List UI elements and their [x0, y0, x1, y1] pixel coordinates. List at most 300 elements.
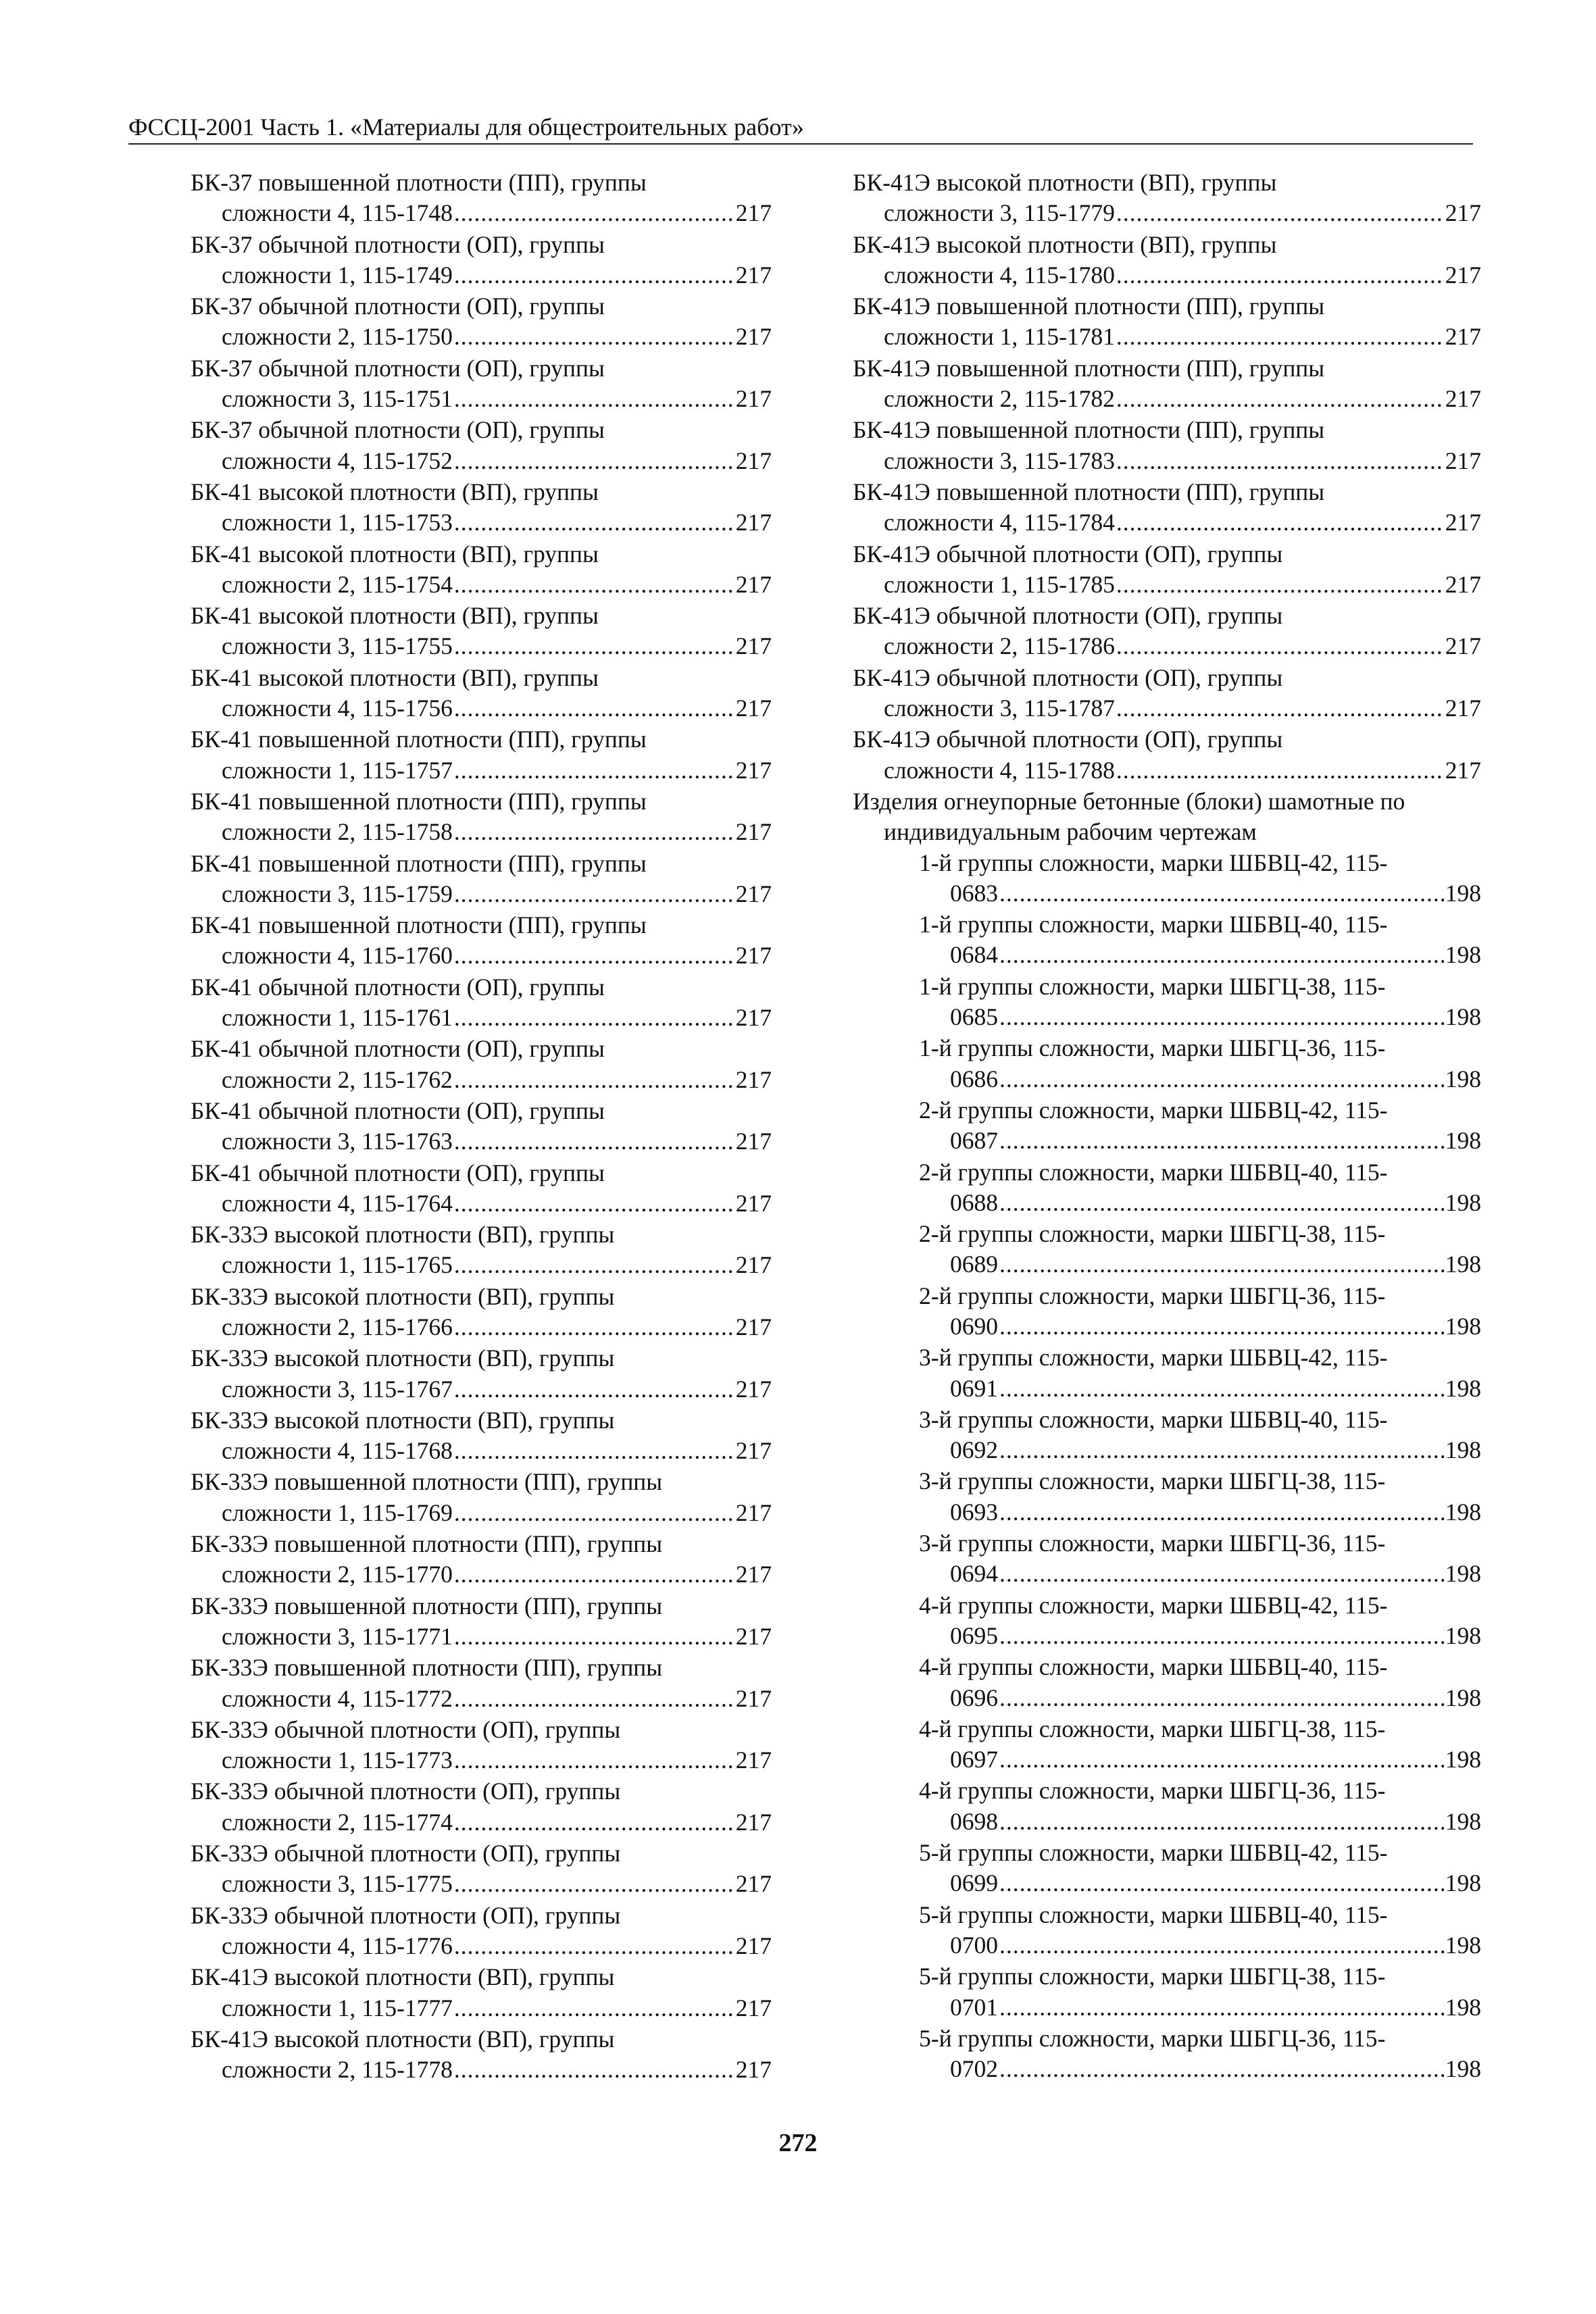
index-entry-page: 217 — [735, 880, 772, 907]
index-entry — [191, 1901, 772, 1962]
index-entry-code: сложности 3, 115-1779 — [884, 199, 1115, 227]
dot-leader — [454, 1250, 734, 1280]
index-entry-page: 198 — [1445, 1003, 1481, 1031]
index-entry-title: 2-й группы сложности, марки ШБВЦ-42, 115- — [919, 1096, 1388, 1124]
index-entry — [853, 1342, 1481, 1404]
index-entry-page: 217 — [735, 570, 772, 598]
index-entry-page: 217 — [735, 1004, 772, 1032]
dot-leader — [454, 446, 734, 476]
dot-leader — [454, 1188, 734, 1219]
index-entry-page: 198 — [1445, 879, 1481, 907]
index-entry — [191, 1962, 772, 2023]
dot-leader — [999, 1374, 1444, 1404]
index-entry-code: 0684 — [950, 941, 998, 969]
index-entry-detail — [191, 879, 772, 909]
index-entry — [191, 849, 772, 910]
index-entry-title: 3-й группы сложности, марки ШБГЦ-38, 115- — [919, 1467, 1386, 1495]
index-entry — [853, 848, 1481, 909]
index-entry-page: 198 — [1445, 1746, 1481, 1774]
index-entry-code: сложности 2, 115-1766 — [222, 1313, 453, 1340]
index-entry-detail — [191, 1745, 772, 1776]
dot-leader — [454, 755, 734, 786]
index-entry-code: сложности 2, 115-1754 — [222, 570, 453, 598]
dot-leader — [999, 1311, 1444, 1342]
index-entry — [853, 1652, 1481, 1713]
index-entry-page: 217 — [735, 1994, 772, 2021]
dot-leader — [999, 1992, 1444, 2023]
index-entry-detail — [853, 1621, 1481, 1651]
index-entry-code: сложности 1, 115-1773 — [222, 1746, 453, 1774]
index-entry-detail — [853, 1744, 1481, 1775]
index-entry-code: сложности 1, 115-1749 — [222, 261, 453, 288]
index-entry-title: БК-41 повышенной плотности (ПП), группы — [191, 726, 647, 753]
index-entry-code: 0696 — [950, 1684, 998, 1711]
dot-leader — [454, 1126, 734, 1157]
index-entry-title: БК-41 обычной плотности (ОП), группы — [191, 973, 605, 1001]
index-entry — [191, 1219, 772, 1281]
index-entry-code: 0698 — [950, 1807, 998, 1835]
index-entry-code: сложности 1, 115-1761 — [222, 1004, 453, 1032]
index-entry-code: сложности 3, 115-1787 — [884, 695, 1115, 722]
index-entry-detail — [191, 693, 772, 724]
index-entry-code: сложности 3, 115-1783 — [884, 447, 1115, 474]
dot-leader — [999, 1435, 1444, 1465]
index-entry-detail — [191, 384, 772, 414]
index-entry-code: сложности 4, 115-1780 — [884, 261, 1115, 288]
index-entry-title: БК-41Э повышенной плотности (ПП), группы — [853, 293, 1325, 320]
dot-leader — [1116, 631, 1444, 661]
dot-leader — [999, 1188, 1444, 1218]
index-entry-title: 4-й группы сложности, марки ШБВЦ-42, 115- — [919, 1591, 1388, 1619]
index-entry — [853, 1033, 1481, 1095]
index-entry-detail — [191, 1126, 772, 1157]
index-entry — [191, 1282, 772, 1343]
index-entry-title: БК-41 высокой плотности (ВП), группы — [191, 540, 599, 568]
index-entry-code: сложности 2, 115-1750 — [222, 323, 453, 351]
index-entry-detail — [191, 570, 772, 600]
index-entry-title: БК-41Э высокой плотности (ВП), группы — [853, 169, 1277, 196]
dot-leader — [454, 1065, 734, 1095]
index-entry-title: 4-й группы сложности, марки ШБГЦ-36, 115- — [919, 1777, 1386, 1805]
index-group-bk41e — [853, 168, 1481, 786]
index-entry-detail — [853, 1002, 1481, 1032]
index-entry-page: 217 — [735, 1189, 772, 1217]
dot-leader — [454, 1745, 734, 1776]
index-entry-detail — [191, 1869, 772, 1899]
index-entry-code: сложности 4, 115-1748 — [222, 199, 453, 227]
index-entry — [853, 353, 1481, 415]
index-entry-code: 0697 — [950, 1746, 998, 1774]
index-entry-detail — [191, 1559, 772, 1590]
index-entry-page: 198 — [1445, 1251, 1481, 1278]
index-entry-title: БК-37 обычной плотности (ОП), группы — [191, 293, 605, 320]
dot-leader — [454, 2055, 734, 2085]
index-entry-page: 198 — [1445, 1188, 1481, 1216]
index-entry-detail — [853, 940, 1481, 970]
index-entry-detail — [853, 507, 1481, 538]
index-entry-code: сложности 3, 115-1767 — [222, 1375, 453, 1403]
index-entry-title: 4-й группы сложности, марки ШБГЦ-38, 115- — [919, 1715, 1386, 1742]
index-entry-detail — [853, 1249, 1481, 1280]
index-entry — [191, 353, 772, 415]
dot-leader — [454, 1684, 734, 1714]
index-entry-title: 3-й группы сложности, марки ШБВЦ-42, 115- — [919, 1344, 1388, 1372]
index-entry-title: БК-33Э повышенной плотности (ПП), группы — [191, 1530, 663, 1558]
index-entry — [853, 972, 1481, 1033]
index-entry — [853, 601, 1481, 662]
index-entry-code: сложности 4, 115-1788 — [884, 756, 1115, 784]
index-entry-title: БК-41Э высокой плотности (ВП), группы — [191, 1963, 615, 1991]
index-entry-page: 198 — [1445, 1869, 1481, 1897]
dot-leader — [999, 2054, 1444, 2084]
index-column-right — [853, 168, 1481, 2085]
index-entry-detail — [853, 693, 1481, 724]
index-entry-page: 217 — [735, 261, 772, 288]
index-entry-title: БК-41 обычной плотности (ОП), группы — [191, 1035, 605, 1063]
index-entry-title: БК-41 обычной плотности (ОП), группы — [191, 1097, 605, 1124]
index-entry-page: 198 — [1445, 1127, 1481, 1155]
index-entry-page: 217 — [1445, 756, 1481, 784]
index-entry-page: 217 — [735, 1622, 772, 1650]
index-entry — [853, 1838, 1481, 1899]
index-entry-title: БК-41 повышенной плотности (ПП), группы — [191, 787, 647, 815]
index-entry-detail — [853, 631, 1481, 661]
dot-leader — [1116, 322, 1444, 352]
dot-leader — [454, 1807, 734, 1838]
index-entry-page: 198 — [1445, 1374, 1481, 1402]
index-entry — [191, 663, 772, 724]
index-entry-title: 1-й группы сложности, марки ШБГЦ-38, 115- — [919, 972, 1386, 1000]
dot-leader — [1116, 446, 1444, 476]
index-entry-detail — [853, 1868, 1481, 1898]
index-entry-page: 217 — [735, 1375, 772, 1403]
index-entry-page: 217 — [735, 447, 772, 474]
dot-leader — [454, 817, 734, 847]
index-entry-page: 217 — [735, 756, 772, 784]
index-entry-page: 198 — [1445, 1621, 1481, 1649]
index-entry-code: сложности 2, 115-1778 — [222, 2056, 453, 2084]
index-entry-detail — [853, 260, 1481, 291]
index-entry-page: 217 — [735, 1932, 772, 1959]
index-entry-detail — [853, 1497, 1481, 1528]
index-entry-title: БК-41Э обычной плотности (ОП), группы — [853, 663, 1283, 691]
index-entry-page: 198 — [1445, 2055, 1481, 2083]
index-entry-title: БК-37 повышенной плотности (ПП), группы — [191, 169, 647, 196]
dot-leader — [454, 1931, 734, 1961]
index-entry-title: БК-37 обычной плотности (ОП), группы — [191, 230, 605, 258]
index-entry-page: 217 — [1445, 695, 1481, 722]
dot-leader — [1116, 755, 1444, 786]
index-entry-code: сложности 4, 115-1784 — [884, 509, 1115, 536]
index-entry-detail — [191, 2055, 772, 2085]
index-entry — [853, 1281, 1481, 1342]
index-entry-title: БК-41 высокой плотности (ВП), группы — [191, 663, 599, 691]
index-entry-page: 217 — [1445, 385, 1481, 413]
index-entry — [853, 724, 1481, 786]
index-entry — [853, 1405, 1481, 1466]
index-entry-detail — [191, 507, 772, 538]
index-entry-page: 217 — [1445, 199, 1481, 227]
index-entry-title: 4-й группы сложности, марки ШБВЦ-40, 115- — [919, 1653, 1388, 1681]
index-entry-detail — [191, 198, 772, 228]
index-entry-detail — [853, 1435, 1481, 1465]
index-entry-page: 217 — [1445, 570, 1481, 598]
dot-leader — [999, 1497, 1444, 1528]
index-entry-title: БК-33Э обычной плотности (ОП), группы — [191, 1715, 621, 1743]
index-entry-title: БК-41Э обычной плотности (ОП), группы — [853, 540, 1283, 568]
index-entry-title: 5-й группы сложности, марки ШБВЦ-42, 115- — [919, 1839, 1388, 1867]
index-entry-code: 0687 — [950, 1127, 998, 1155]
dot-leader — [454, 940, 734, 971]
index-entry-title: БК-33Э повышенной плотности (ПП), группы — [191, 1468, 663, 1496]
index-entry — [853, 909, 1481, 971]
index-entry-code: сложности 4, 115-1772 — [222, 1684, 453, 1712]
index-entry — [191, 786, 772, 848]
index-entry — [191, 1096, 772, 1157]
index-entry — [853, 1466, 1481, 1528]
index-entry-title: БК-41Э повышенной плотности (ПП), группы — [853, 416, 1325, 444]
index-entry — [191, 1715, 772, 1776]
index-entry-code: 0701 — [950, 1993, 998, 2021]
index-entry-detail — [191, 1312, 772, 1342]
index-entry-title: 3-й группы сложности, марки ШБВЦ-40, 115- — [919, 1405, 1388, 1433]
index-column-left — [191, 168, 772, 2086]
index-entry-detail — [853, 1188, 1481, 1218]
index-entry-page: 198 — [1445, 1436, 1481, 1464]
dot-leader — [999, 1930, 1444, 1961]
index-entry-code: сложности 3, 115-1771 — [222, 1622, 453, 1650]
index-entry-code: 0692 — [950, 1436, 998, 1464]
index-entry-page: 217 — [735, 323, 772, 351]
dot-leader — [454, 1436, 734, 1466]
dot-leader — [1116, 570, 1444, 600]
dot-leader — [1116, 693, 1444, 724]
dot-leader — [454, 1498, 734, 1528]
index-entry-detail — [853, 2054, 1481, 2084]
index-entry — [191, 1776, 772, 1838]
index-entry-page: 217 — [735, 1128, 772, 1155]
index-entry-title: 3-й группы сложности, марки ШБГЦ-36, 115- — [919, 1530, 1386, 1557]
index-entry-title: БК-37 обычной плотности (ОП), группы — [191, 354, 605, 382]
index-entry-title: БК-33Э повышенной плотности (ПП), группы — [191, 1654, 663, 1682]
index-entry — [853, 1219, 1481, 1280]
index-entry-title: БК-33Э высокой плотности (ВП), группы — [191, 1282, 615, 1310]
index-entry — [853, 1714, 1481, 1776]
dot-leader — [999, 1559, 1444, 1589]
index-entry-detail — [191, 940, 772, 971]
index-entry-code: 0695 — [950, 1621, 998, 1649]
index-entry-code: 0686 — [950, 1065, 998, 1092]
index-entry — [191, 1591, 772, 1653]
section-heading-line-2: индивидуальным рабочим чертежам — [884, 818, 1257, 846]
index-entry-title: БК-33Э повышенной плотности (ПП), группы — [191, 1592, 663, 1619]
index-entry-page: 217 — [735, 818, 772, 846]
index-entry-code: сложности 1, 115-1781 — [884, 323, 1115, 351]
index-entry-code: 0689 — [950, 1251, 998, 1278]
index-entry-detail — [853, 384, 1481, 414]
index-entry-code: сложности 3, 115-1775 — [222, 1870, 453, 1898]
index-entry-code: 0691 — [950, 1374, 998, 1402]
index-entry — [191, 1529, 772, 1590]
index-entry-detail — [853, 1559, 1481, 1589]
index-entry-page: 217 — [1445, 323, 1481, 351]
index-entry-code: сложности 3, 115-1763 — [222, 1128, 453, 1155]
dot-leader — [999, 1807, 1444, 1837]
dot-leader — [454, 1003, 734, 1033]
index-entry-detail — [191, 446, 772, 476]
index-entry-page: 198 — [1445, 1993, 1481, 2021]
index-entry-detail — [191, 631, 772, 661]
index-entry-title: 1-й группы сложности, марки ШБГЦ-36, 115- — [919, 1034, 1386, 1062]
index-entry — [853, 1095, 1481, 1157]
index-entry-code: сложности 4, 115-1776 — [222, 1932, 453, 1959]
index-entry-code: 0690 — [950, 1312, 998, 1340]
dot-leader — [999, 878, 1444, 909]
index-entry — [191, 168, 772, 229]
index-entry — [191, 1034, 772, 1095]
index-entry-title: 1-й группы сложности, марки ШБВЦ-40, 115- — [919, 911, 1388, 938]
index-entry-detail — [191, 817, 772, 847]
index-entry-page: 217 — [1445, 509, 1481, 536]
index-entry-detail — [853, 878, 1481, 909]
dot-leader — [454, 879, 734, 909]
index-entry-title: БК-41Э высокой плотности (ВП), группы — [853, 230, 1277, 258]
index-entry — [853, 1157, 1481, 1219]
index-entry — [853, 168, 1481, 229]
index-entry-code: сложности 4, 115-1768 — [222, 1437, 453, 1465]
index-entry — [191, 1405, 772, 1467]
index-entry-detail — [191, 1498, 772, 1528]
dot-leader — [454, 1374, 734, 1405]
index-entry-code: сложности 4, 115-1764 — [222, 1189, 453, 1217]
index-entry-title: БК-41 повышенной плотности (ПП), группы — [191, 911, 647, 939]
index-entry-page: 198 — [1445, 1931, 1481, 1959]
index-entry-detail — [853, 755, 1481, 786]
index-entry-title: БК-33Э высокой плотности (ВП), группы — [191, 1221, 615, 1249]
index-entry-page: 217 — [735, 695, 772, 722]
index-entry-title: БК-41Э обычной плотности (ОП), группы — [853, 602, 1283, 630]
index-entry — [191, 1158, 772, 1219]
index-entry-title: 2-й группы сложности, марки ШБГЦ-36, 115- — [919, 1282, 1386, 1309]
index-entry — [853, 2023, 1481, 2085]
index-entry-detail — [191, 322, 772, 352]
dot-leader — [454, 1869, 734, 1899]
index-entry-page: 217 — [735, 509, 772, 536]
index-entry — [191, 910, 772, 972]
index-entry-code: сложности 2, 115-1758 — [222, 818, 453, 846]
index-entry-code: сложности 1, 115-1753 — [222, 509, 453, 536]
dot-leader — [999, 1249, 1444, 1280]
dot-leader — [454, 1993, 734, 2023]
index-entry-detail — [191, 1065, 772, 1095]
index-entry — [853, 1776, 1481, 1837]
index-entry-page: 217 — [735, 1499, 772, 1526]
index-entry-page: 198 — [1445, 1684, 1481, 1711]
index-entry-detail — [191, 1188, 772, 1219]
index-entry — [191, 601, 772, 662]
index-entry — [191, 1653, 772, 1714]
index-entry-code: сложности 4, 115-1756 — [222, 695, 453, 722]
index-entry-code: сложности 2, 115-1770 — [222, 1561, 453, 1588]
index-entry — [853, 230, 1481, 291]
index-entry-title: БК-33Э обычной плотности (ОП), группы — [191, 1840, 621, 1867]
index-entry-title: БК-41Э повышенной плотности (ПП), группы — [853, 478, 1325, 505]
index-entry-detail — [853, 1807, 1481, 1837]
index-entry-detail — [853, 322, 1481, 352]
index-entry-code: сложности 3, 115-1755 — [222, 632, 453, 660]
dot-leader — [1116, 198, 1444, 228]
index-entry-title: 5-й группы сложности, марки ШБГЦ-36, 115- — [919, 2024, 1386, 2052]
index-entry-title: БК-33Э обычной плотности (ОП), группы — [191, 1901, 621, 1929]
index-entry — [853, 1590, 1481, 1652]
index-entry-title: 2-й группы сложности, марки ШБВЦ-40, 115- — [919, 1158, 1388, 1186]
index-entry-code: сложности 4, 115-1752 — [222, 447, 453, 474]
index-entry-detail — [191, 260, 772, 291]
index-entry-detail — [191, 1931, 772, 1961]
index-entry-detail — [191, 1993, 772, 2023]
dot-leader — [454, 1312, 734, 1342]
index-entry-code: 0688 — [950, 1188, 998, 1216]
dot-leader — [999, 1002, 1444, 1032]
dot-leader — [999, 1126, 1444, 1156]
index-group-shamot-blocks — [853, 848, 1481, 2085]
index-entry-title: БК-41Э обычной плотности (ОП), группы — [853, 726, 1283, 753]
dot-leader — [454, 260, 734, 291]
index-entry-title: БК-33Э высокой плотности (ВП), группы — [191, 1406, 615, 1434]
index-entry-page: 217 — [735, 385, 772, 413]
page-header: ФССЦ-2001 Часть 1. «Материалы для общестроительных работ» — [128, 112, 1473, 145]
index-entry — [191, 539, 772, 601]
index-entry-title: БК-41Э повышенной плотности (ПП), группы — [853, 354, 1325, 382]
index-entry — [853, 477, 1481, 538]
index-entry-detail — [191, 755, 772, 786]
dot-leader — [454, 570, 734, 600]
index-entry-code: 0702 — [950, 2055, 998, 2083]
index-entry-page: 217 — [735, 1437, 772, 1465]
index-entry — [853, 663, 1481, 724]
index-entry-page: 217 — [735, 1561, 772, 1588]
index-entry — [191, 1838, 772, 1900]
dot-leader — [999, 1621, 1444, 1651]
index-entry — [191, 415, 772, 476]
index-entry-page: 217 — [735, 1251, 772, 1279]
index-entry-detail — [853, 446, 1481, 476]
index-entry-code: 0685 — [950, 1003, 998, 1031]
index-entry-title: БК-33Э обычной плотности (ОП), группы — [191, 1778, 621, 1805]
index-entry-page: 217 — [735, 942, 772, 970]
dot-leader — [454, 507, 734, 538]
dot-leader — [454, 631, 734, 661]
index-entry-detail — [853, 1930, 1481, 1961]
index-entry-page: 217 — [735, 1684, 772, 1712]
index-entry-page: 217 — [735, 1313, 772, 1340]
index-entry-code: сложности 1, 115-1769 — [222, 1499, 453, 1526]
dot-leader — [1116, 260, 1444, 291]
dot-leader — [999, 1744, 1444, 1775]
index-entry-code: 0693 — [950, 1498, 998, 1526]
index-entry-code: сложности 1, 115-1777 — [222, 1994, 453, 2021]
index-entry-detail — [853, 1311, 1481, 1342]
index-section-heading — [853, 786, 1481, 848]
dot-leader — [454, 198, 734, 228]
index-entry-detail — [191, 1003, 772, 1033]
index-entry-page: 198 — [1445, 1065, 1481, 1092]
dot-leader — [999, 1683, 1444, 1713]
index-entry-code: сложности 2, 115-1786 — [884, 632, 1115, 660]
index-entry-page: 217 — [735, 1808, 772, 1836]
index-entry-code: 0694 — [950, 1560, 998, 1588]
index-entry-page: 198 — [1445, 1498, 1481, 1526]
